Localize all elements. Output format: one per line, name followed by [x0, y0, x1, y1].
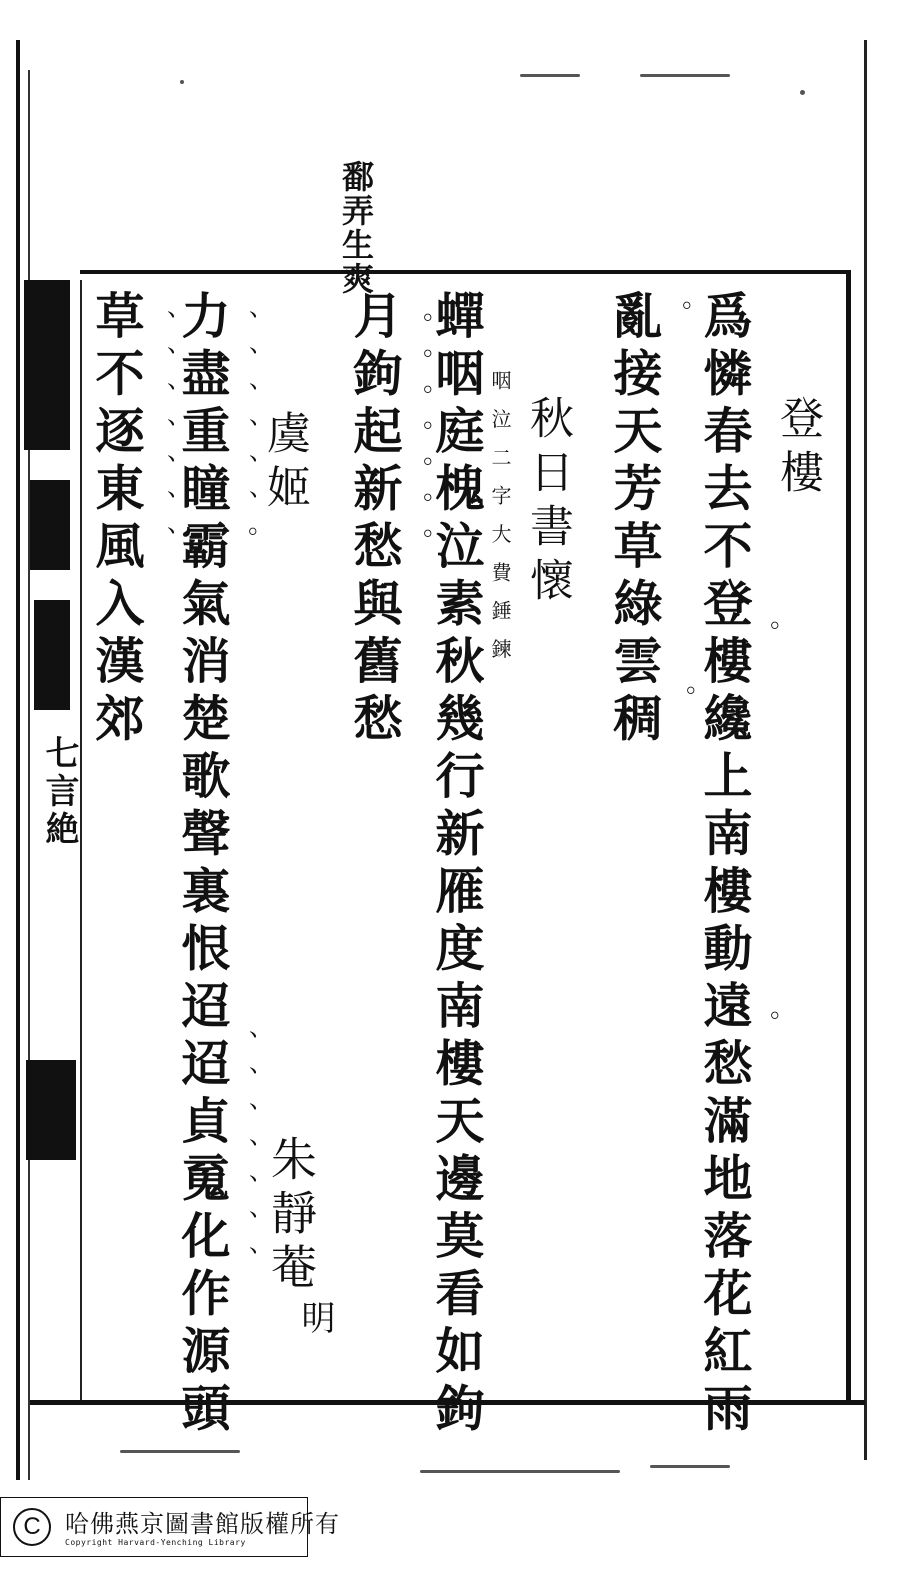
spine-lower-block — [26, 1060, 76, 1160]
punctuation-mark: 。 — [750, 1010, 780, 1059]
scan-speck — [120, 1450, 240, 1453]
text-frame-top-rule — [80, 270, 850, 274]
poem-title: 虞姬 — [259, 410, 310, 518]
top-marginal-note: 鄱弄生爽 — [337, 160, 375, 296]
spine-title-block — [24, 280, 70, 450]
punctuation-marks: 、、、、、、、 — [146, 310, 176, 575]
copyright-icon: C — [13, 1508, 51, 1546]
punctuation-mark: 。 — [666, 685, 696, 734]
author-name: 朱靜菴 — [264, 1135, 318, 1297]
punctuation-marks: 。。。。。。。 — [403, 312, 433, 577]
punctuation-marks: 、、、、、、、 — [228, 1030, 258, 1295]
poem-line: 力盡重瞳霸氣消楚歌聲裏恨迢迢貞䰟化作源頭 — [174, 290, 232, 1440]
poem-line: 亂接天芳草綠雲稠 — [606, 290, 664, 750]
scan-speck — [420, 1470, 620, 1473]
punctuation-marks: 、、、、、、。 — [228, 310, 258, 575]
text-frame-right-rule — [846, 270, 851, 1405]
poem-title: 秋日書懷 — [522, 395, 573, 611]
scan-speck — [640, 74, 730, 77]
punctuation-mark: 。 — [750, 620, 780, 669]
scan-speck — [800, 90, 805, 95]
author-dynasty: 明 — [295, 1300, 335, 1334]
spine-fish-tail-block — [30, 480, 70, 570]
copyright-notice — [0, 1497, 340, 1557]
scan-speck — [650, 1465, 730, 1468]
scan-speck — [180, 80, 184, 84]
copyright-text-english: Copyright Harvard-Yenching Library — [65, 1538, 246, 1547]
poem-title: 登樓 — [772, 395, 823, 503]
page-right-edge — [864, 40, 867, 1460]
copyright-text-chinese: 哈佛燕京圖書館版權所有 — [65, 1510, 340, 1538]
poem-line: 草不逐東風入漢郊 — [88, 290, 146, 750]
commentary-note: 咽 泣 二 字 大 費 錘 鍊 — [488, 370, 512, 665]
poem-line: 爲憐春去不登樓纔上南樓動遠愁滿地落花紅雨 — [696, 290, 754, 1440]
text-frame-left-rule — [80, 280, 82, 1400]
spine-label: 七言絶 — [39, 735, 79, 849]
poem-line: 蟬咽庭槐泣素秋幾行新雁度南樓天邊莫看如鉤 — [428, 290, 486, 1440]
poem-line: 月鉤起新愁與舊愁 — [346, 290, 404, 750]
spine-volume-block — [34, 600, 70, 710]
scan-speck — [520, 74, 580, 77]
punctuation-mark: 。 — [662, 300, 692, 349]
